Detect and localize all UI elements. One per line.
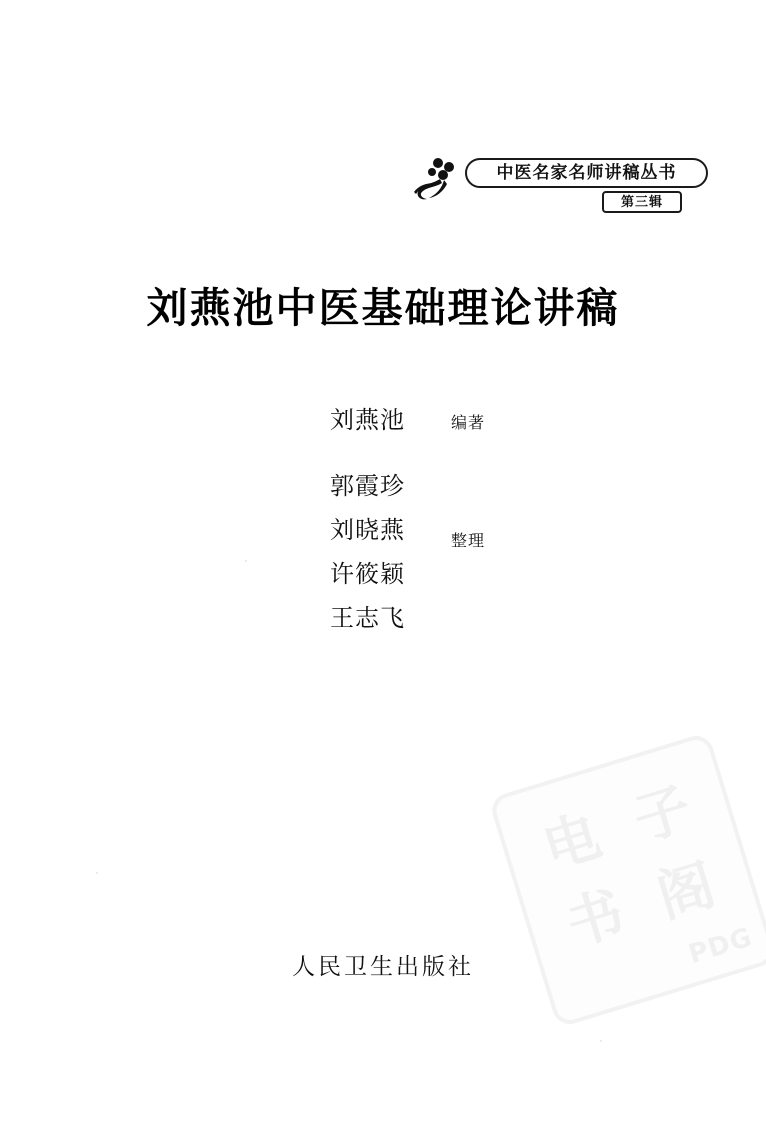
scan-speckle xyxy=(600,1040,602,1042)
watermark-char: 书 xyxy=(558,879,632,959)
editors-names xyxy=(330,466,630,642)
watermark-char: 电 xyxy=(535,802,609,882)
editor-row xyxy=(330,598,630,642)
author-row xyxy=(330,400,630,444)
scan-speckle xyxy=(245,560,247,562)
editors-block xyxy=(330,466,630,642)
watermark-frame xyxy=(488,732,766,1029)
author-name: 刘燕池 xyxy=(330,406,405,434)
series-title-pill xyxy=(465,158,708,188)
editor-row xyxy=(330,554,630,598)
editor-row xyxy=(330,466,630,510)
credits-block xyxy=(330,400,630,642)
series-banner xyxy=(410,158,710,218)
series-volume: 第三辑 xyxy=(620,194,663,210)
watermark-tag: PDG xyxy=(685,922,757,971)
series-title: 中医名家名师讲稿丛书 xyxy=(496,162,677,183)
editor-name: 刘晓燕 xyxy=(330,516,405,544)
editors-role: 整理 xyxy=(451,531,486,550)
publisher-name: 人民卫生出版社 xyxy=(292,954,474,980)
editor-name: 许筱颖 xyxy=(330,560,405,588)
watermark xyxy=(488,732,766,1029)
series-volume-box xyxy=(602,191,682,213)
watermark-char: 阁 xyxy=(649,851,723,931)
editor-name: 王志飞 xyxy=(330,604,405,632)
scan-speckle xyxy=(96,872,98,874)
page-title: 刘燕池中医基础理论讲稿 xyxy=(146,284,620,332)
author-role: 编著 xyxy=(451,413,486,432)
watermark-characters xyxy=(513,759,741,968)
watermark-char: 子 xyxy=(626,774,700,855)
editor-name: 郭霞珍 xyxy=(330,472,405,500)
